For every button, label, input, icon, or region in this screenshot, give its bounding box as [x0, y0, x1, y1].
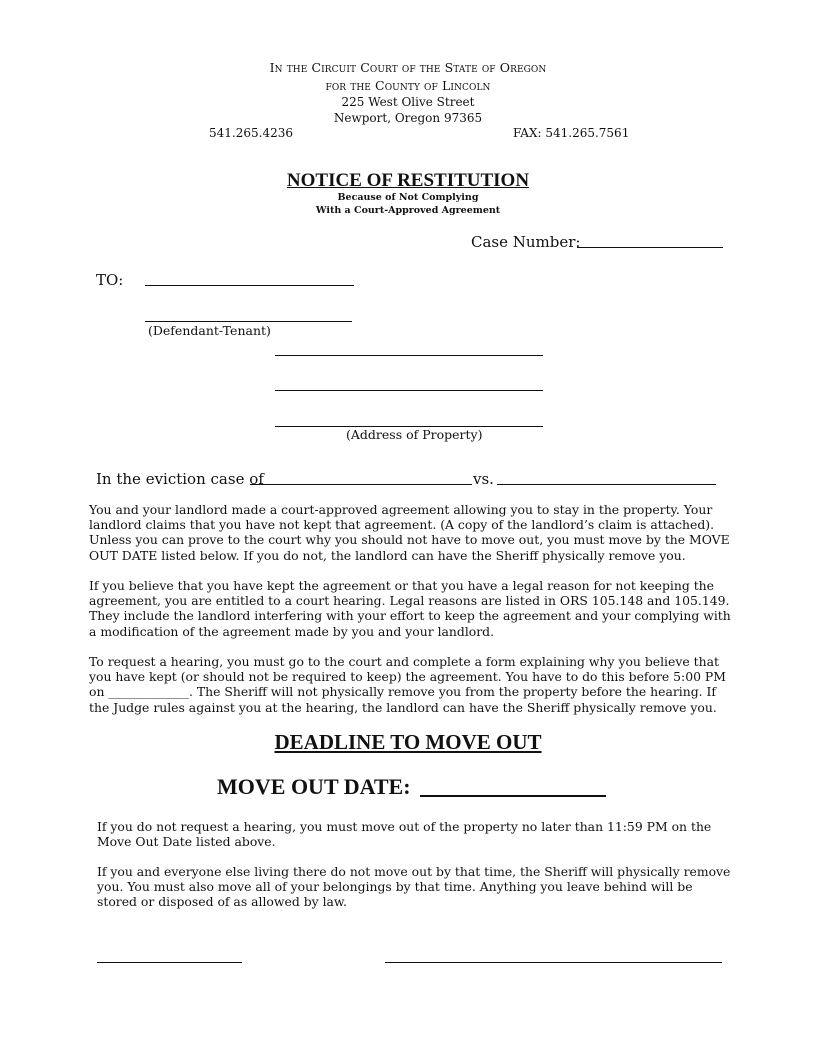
request-hearing-text-start: To request a hearing, you must go to the court and complete a form explaining why you believe that you have kept (or should not be required to keep) the agreement. You have to do this before 5:00 PM on — [89, 654, 726, 700]
notice-title: NOTICE OF RESTITUTION — [286, 170, 530, 191]
defendant-label: (Defendant-Tenant) — [148, 323, 271, 338]
deadline-heading: DEADLINE TO MOVE OUT — [274, 730, 542, 754]
county-line: for the County of Lincoln — [325, 78, 491, 93]
request-hearing-text-end: . The Sheriff will not physically remove you from the property before the hearing. If the Judge rules against you at the hearing, the landlord can have the Sheriff physically remove you. — [89, 684, 717, 715]
case-number-field[interactable] — [577, 247, 723, 248]
notice-subtitle-1: Because of Not Complying — [337, 192, 479, 203]
paragraph-hearing-rights: If you believe that you have kept the agreement or that you have a legal reason for not keeping the agreement, you are entitled to a court hearing. Legal reasons are listed in ORS 105.148 and 105.149. They include the landlord interfering with your effort to keep the agreement and your complying with a modification of the agreement made by you and your landlord. — [89, 578, 731, 639]
paragraph-agreement: You and your landlord made a court-approved agreement allowing you to stay in the property. Your landlord claims that you have not kept that agreement. (A copy of the landlord’s claim is attached). Unless you can prove to the court why you should not have to move out, you must move by the MOVE OUT DATE listed below. If you do not, the landlord can have the Sheriff physically remove you. — [89, 502, 730, 563]
defendant-name-line-2[interactable] — [145, 321, 352, 322]
paragraph-sheriff-removal: If you and everyone else living there do not move out by that time, the Sheriff will physically remove you. You must also move all of your belongings by that time. Anything you leave behind will be stored or disposed of as allowed by law. — [97, 864, 731, 910]
paragraph-move-out-deadline: If you do not request a hearing, you must move out of the property no later than 11:59 PM on the Move Out Date listed above. — [97, 819, 712, 850]
move-out-date-field[interactable] — [420, 795, 606, 797]
court-fax: FAX: 541.265.7561 — [513, 126, 630, 140]
hearing-deadline-field[interactable]: _____________ — [108, 684, 189, 700]
to-label: TO: — [96, 271, 124, 289]
signature-line[interactable] — [385, 962, 722, 963]
notice-subtitle-2: With a Court-Approved Agreement — [315, 205, 501, 216]
court-phone: 541.265.4236 — [209, 126, 293, 140]
case-number-label: Case Number: — [471, 233, 581, 251]
defendant-name-field[interactable] — [497, 484, 716, 485]
paragraph-request-hearing — [89, 654, 733, 715]
court-name-line: In the Circuit Court of the State of Oregon — [269, 60, 547, 75]
eviction-case-label: In the eviction case of — [96, 470, 264, 488]
address-line-1[interactable] — [275, 355, 543, 356]
defendant-name-line-1[interactable] — [145, 285, 354, 286]
address-line-2[interactable] — [275, 390, 543, 391]
versus-label: vs. — [473, 470, 494, 488]
address-label: (Address of Property) — [346, 427, 483, 442]
court-street: 225 West Olive Street — [341, 95, 475, 109]
court-city: Newport, Oregon 97365 — [333, 111, 483, 125]
move-out-date-label: MOVE OUT DATE: — [217, 774, 411, 799]
signature-date-line[interactable] — [97, 962, 242, 963]
plaintiff-name-field[interactable] — [250, 484, 472, 485]
